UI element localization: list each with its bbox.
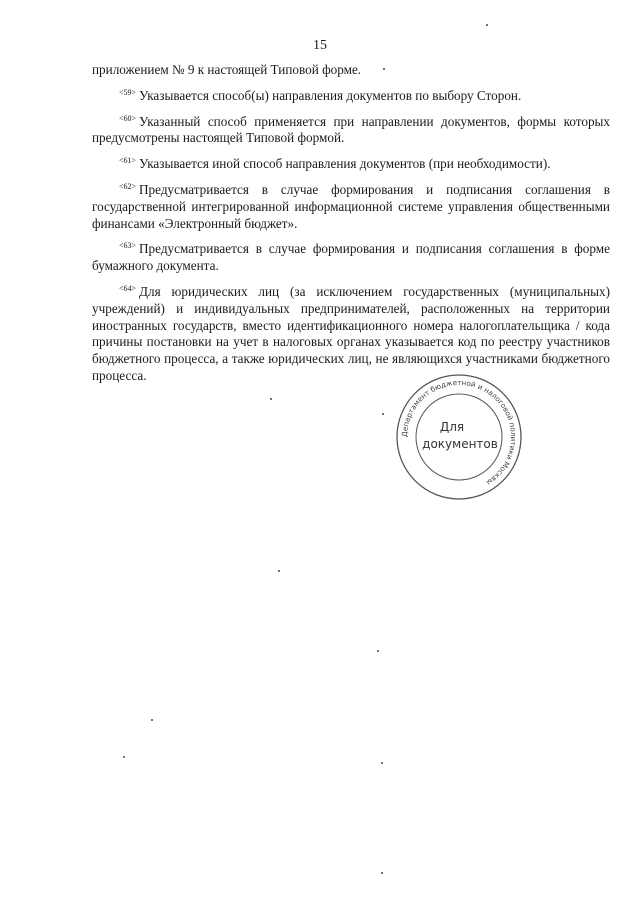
- document-stamp: [394, 372, 524, 502]
- footnote-text: Указывается иной способ направления документов (при необходимости).: [139, 156, 551, 172]
- scan-speck: [383, 68, 385, 70]
- scan-speck: [381, 872, 383, 874]
- scan-speck: [278, 570, 280, 572]
- scan-speck: [123, 756, 125, 758]
- footnote-text: Для юридических лиц (за исключением государственных (муниципальных) учреждений) и индивидуальных предпринимателей, расположенных на территории иностранных государств, вместо идентификационного номера налогоплательщика / кода причины постановки на учет в налоговых органах указывается код по реестру участников бюджетного процесса, а также юридических лиц, не являющихся участниками бюджетного процесса.: [92, 283, 610, 383]
- footnote-63: [92, 238, 610, 275]
- page-number: 15: [313, 38, 327, 53]
- intro-text: приложением № 9 к настоящей Типовой форме.: [92, 62, 362, 77]
- footnote-ref: <62>: [119, 181, 137, 191]
- footnote-ref: <59>: [119, 87, 137, 97]
- footnote-ref: <64>: [119, 283, 137, 293]
- footnote-64: [92, 281, 610, 385]
- footnote-text: Предусматривается в случае формирования и подписания соглашения в форме бумажного документа.: [92, 241, 610, 274]
- scan-speck: [381, 762, 383, 764]
- footnote-ref: <63>: [119, 241, 137, 251]
- scan-speck: [377, 650, 379, 652]
- scan-speck: [486, 24, 488, 26]
- stamp-ring-text: Департамент бюджетной и налоговой политики Москвы: [399, 377, 519, 488]
- footnote-text: Указанный способ применяется при направлении документов, формы которых предусмотрены настоящей Типовой формой.: [92, 113, 610, 146]
- footnote-ref: <60>: [119, 113, 137, 123]
- scan-speck: [151, 719, 153, 721]
- footnote-text: Указывается способ(ы) направления документов по выбору Сторон.: [139, 87, 522, 103]
- footnote-59: [92, 85, 610, 105]
- intro-line: [92, 62, 610, 79]
- stamp-line-2: документов: [422, 437, 498, 451]
- stamp-line-1: Для: [439, 420, 465, 434]
- footnote-ref: <61>: [119, 156, 137, 166]
- footnote-62: [92, 179, 610, 232]
- footnote-61: [92, 153, 610, 173]
- footnotes-block: [92, 62, 610, 391]
- scan-speck: [382, 413, 384, 415]
- footnote-text: Предусматривается в случае формирования и подписания соглашения в государственной интегрированной информационной системе управления общественными финансами «Электронный бюджет».: [92, 181, 610, 231]
- scan-speck: [270, 398, 272, 400]
- footnote-60: [92, 111, 610, 148]
